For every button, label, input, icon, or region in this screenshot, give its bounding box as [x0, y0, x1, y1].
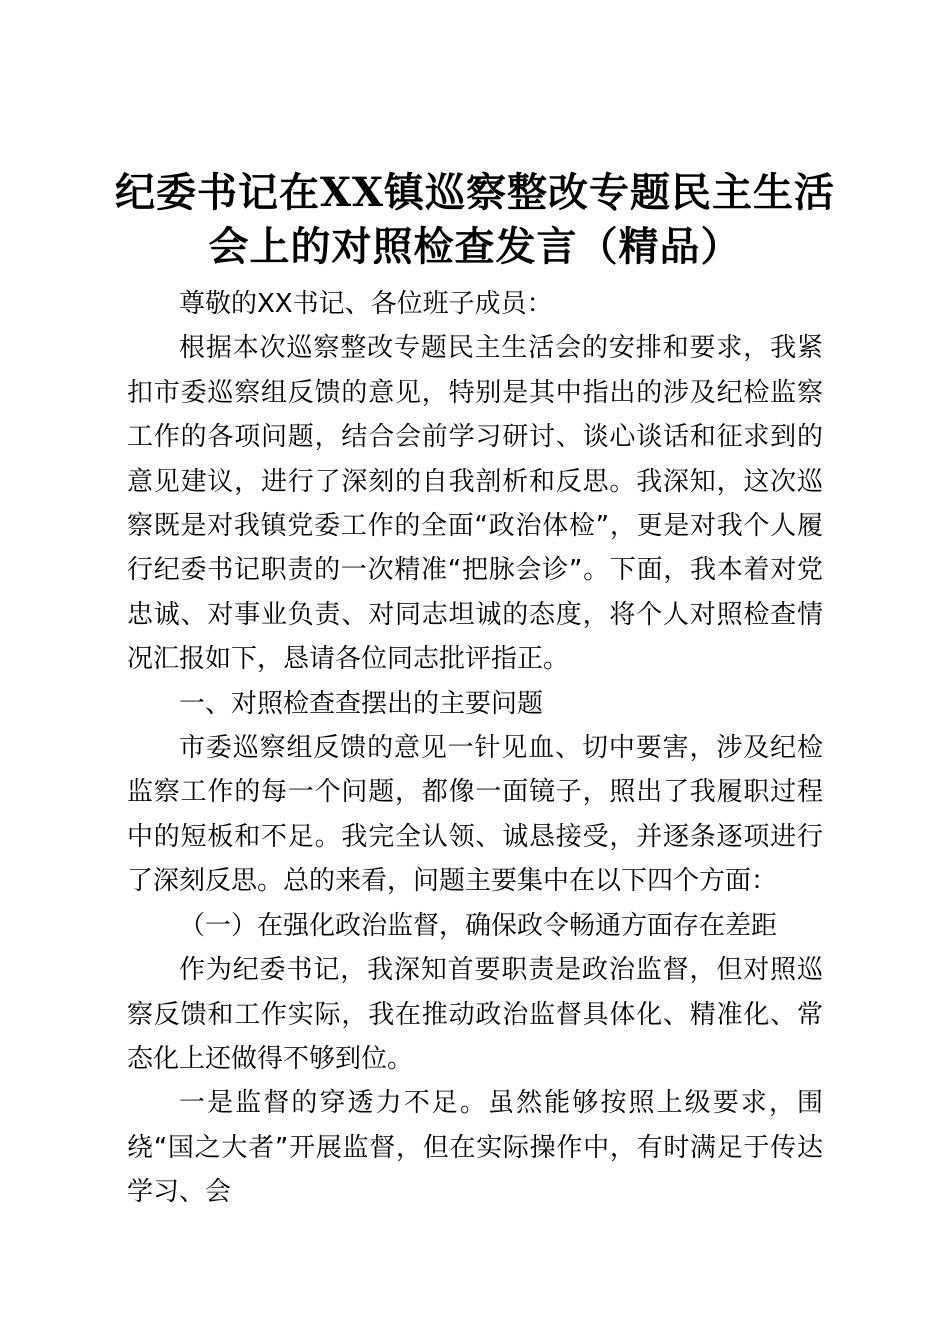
- subsection-paragraph: 作为纪委书记，我深知首要职责是政治监督，但对照巡察反馈和工作实际，我在推动政治监督具体化、精准化、常态化上还做得不够到位。: [127, 955, 823, 1074]
- salutation-paragraph: 尊敬的XX书记、各位班子成员：: [179, 289, 553, 319]
- document-title: 纪委书记在XX镇巡察整改专题民主生活会上的对照检查发言（精品）: [114, 169, 836, 270]
- section-heading: 一、对照检查查摆出的主要问题: [179, 688, 544, 719]
- section-intro-paragraph: 市委巡察组反馈的意见一针见血、切中要害，涉及纪检监察工作的每一个问题，都像一面镜子，照出了我履职过程中的短板和不足。我完全认领、诚恳接受，并逐条逐项进行了深刻反思。总的来看，问题主要集中在以下四个方面：: [127, 733, 823, 897]
- point-one-paragraph: 一是监督的穿透力不足。虽然能够按照上级要求，围绕“国之大者”开展监督，但在实际操作中，有时满足于传达学习、会: [127, 1088, 823, 1208]
- subsection-heading: （一）在强化政治监督，确保政令畅通方面存在差距: [179, 910, 778, 941]
- document-body: [127, 282, 823, 1215]
- intro-paragraph: 根据本次巡察整改专题民主生活会的安排和要求，我紧扣市委巡察组反馈的意见，特别是其中指出的涉及纪检监察工作的各项问题，结合会前学习研讨、谈心谈话和征求到的意见建议，进行了深刻的自我剖析和反思。我深知，这次巡察既是对我镇党委工作的全面“政治体检”，更是对我个人履行纪委书记职责的一次精准“把脉会诊”。下面，我本着对党忠诚、对事业负责、对同志坦诚的态度，将个人对照检查情况汇报如下，恳请各位同志批评指正。: [127, 333, 823, 675]
